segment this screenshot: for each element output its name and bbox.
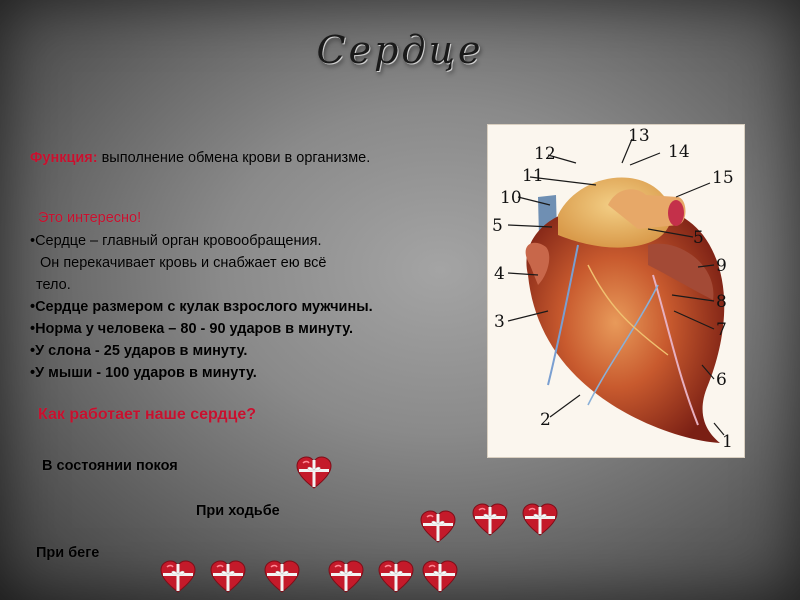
label-6: 10 [500,188,522,208]
label-1: 1 [722,432,733,452]
heart-gift-icon [296,456,332,490]
label-5-left: 5 [492,216,503,236]
label-7: 11 [522,166,544,186]
fact-1: • Сердце – главный орган кровообращения. [30,233,321,249]
heart-diagram [487,124,745,458]
question-heading: Как работает наше сердце? [38,406,257,423]
fact-3: • Норма у человека – 80 - 90 ударов в минуту. [30,321,353,337]
label-8: 12 [534,144,556,164]
heart-gift-icon [378,560,414,594]
interesting-heading: Это интересно! [38,210,142,226]
label-13: 8 [716,292,727,312]
vessel-opening-shape [668,200,684,226]
label-2: 2 [540,410,551,430]
fact-1-cont2: тело. [36,277,71,293]
label-5-right: 5 [693,228,704,248]
function-label: Функция: [30,150,98,166]
function-line [30,150,370,166]
function-text: выполнение обмена крови в организме. [97,150,371,166]
state-rest-label: В состоянии покоя [42,458,178,474]
heart-gift-icon [210,560,246,594]
heart-gift-icon [422,560,458,594]
label-14: 7 [716,320,727,340]
label-11: 15 [712,168,734,188]
label-10: 14 [668,142,690,162]
label-3: 3 [494,312,505,332]
state-walking-label: При ходьбе [196,503,280,519]
heart-gift-icon [264,560,300,594]
state-running-label: При беге [36,545,100,561]
fact-5: • У мыши - 100 ударов в минуту. [30,365,257,381]
heart-gift-icon [420,510,456,544]
fact-4: • У слона - 25 ударов в минуту. [30,343,247,359]
label-9: 13 [628,126,650,146]
label-15: 6 [716,370,727,390]
heart-gift-icon [160,560,196,594]
label-12: 9 [716,256,727,276]
fact-1-cont: Он перекачивает кровь и снабжает ею всё [40,255,327,271]
heart-gift-icon [522,503,558,537]
fact-2: • Сердце размером с кулак взрослого мужчины. [30,299,373,315]
slide-title: Сердце [316,28,484,72]
heart-illustration [488,125,744,457]
heart-gift-icon [328,560,364,594]
label-4: 4 [494,264,505,284]
heart-gift-icon [472,503,508,537]
